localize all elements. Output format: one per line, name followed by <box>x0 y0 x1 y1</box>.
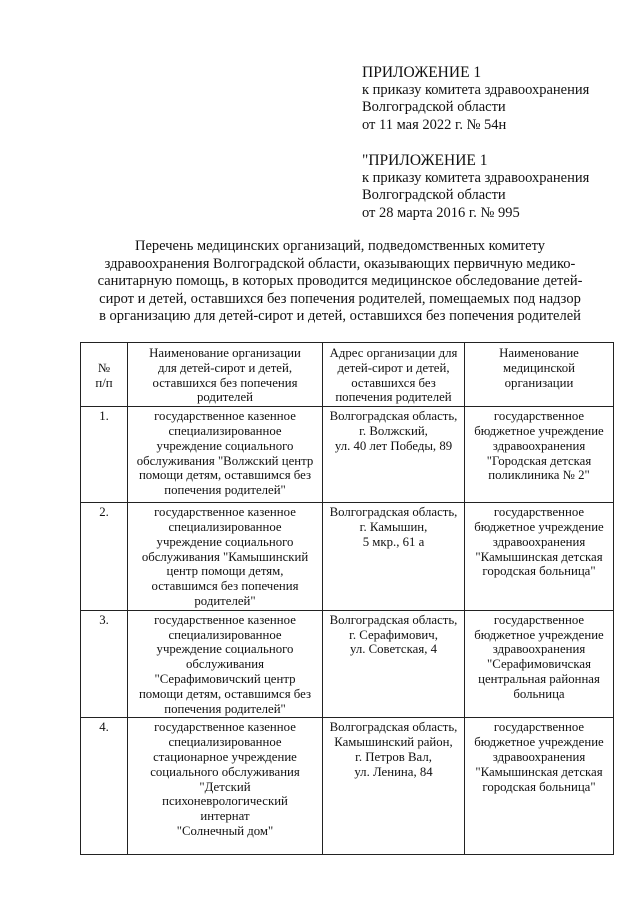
cell-line: обслуживания "Волжский центр <box>136 453 314 468</box>
row-address <box>323 407 465 503</box>
cell-line: городская больница" <box>482 779 596 794</box>
cell-line: помощи детям, оставшимся без <box>138 686 312 701</box>
cell-line: попечения родителей" <box>164 701 286 716</box>
cell-line: государственное казенное <box>154 612 296 627</box>
row-number: 3. <box>81 610 128 718</box>
appendix-heading: "ПРИЛОЖЕНИЕ 1 <box>362 152 488 169</box>
title-line: в организацию для детей-сирот и детей, оставшихся без попечения родителей <box>99 308 581 324</box>
cell-line: бюджетное учреждение <box>474 423 604 438</box>
cell-line: организации <box>504 375 574 390</box>
cell-line: обслуживания "Камышинский <box>141 549 309 564</box>
organizations-table <box>80 342 614 855</box>
cell-line: здравоохранения <box>492 534 586 549</box>
header-address <box>323 343 465 407</box>
cell-line: "Серафимовичская <box>487 657 591 672</box>
cell-line: центральная районная <box>478 671 600 686</box>
cell-line: родителей" <box>194 593 256 608</box>
cell-line: детей-сирот и детей, <box>337 360 450 375</box>
cell-line: поликлиника № 2" <box>488 468 590 483</box>
row-number: 4. <box>81 718 128 855</box>
header-number <box>81 343 128 407</box>
title-line: Перечень медицинских организаций, подведомственных комитету <box>134 238 545 254</box>
cell-line: помощи детям, оставшимся без <box>138 468 312 483</box>
cell-line: бюджетное учреждение <box>474 735 604 750</box>
appendix-line: от 28 марта 2016 г. № 995 <box>362 204 520 221</box>
cell-line: медицинской <box>502 360 575 375</box>
cell-line: государственное <box>493 409 585 424</box>
cell-line: Наименование организации <box>149 346 301 360</box>
table-header-row <box>81 343 614 407</box>
cell-line: социального обслуживания <box>150 764 300 779</box>
cell-line: обслуживания <box>185 657 265 672</box>
appendix-line: к приказу комитета здравоохранения <box>362 81 590 98</box>
cell-line: государственное <box>493 720 585 735</box>
cell-line: оставшимся без попечения <box>151 579 299 594</box>
cell-line: "Детский <box>199 779 251 794</box>
cell-line: Волгоградская область, <box>329 409 458 424</box>
table-row <box>81 610 614 718</box>
cell-line: государственное казенное <box>154 720 296 735</box>
cell-line: "Камышинская детская <box>475 549 603 564</box>
cell-line: бюджетное учреждение <box>474 519 604 534</box>
document-title <box>60 238 620 326</box>
cell-line: государственное <box>493 612 585 627</box>
cell-line: психоневрологический <box>162 794 288 809</box>
cell-line: Волгоградская область, <box>329 505 458 520</box>
row-address <box>323 718 465 855</box>
cell-line: Адрес организации для <box>329 346 458 360</box>
appendix-original <box>362 152 630 222</box>
cell-line: специализированное <box>168 735 282 750</box>
cell-line: для детей-сирот и детей, <box>157 360 293 375</box>
table-row <box>81 503 614 611</box>
appendix-line: Волгоградской области <box>362 99 506 115</box>
row-number: 2. <box>81 503 128 611</box>
cell-line: № <box>97 360 111 375</box>
cell-line: стационарное учреждение <box>153 749 297 764</box>
cell-line: оставшихся без попечения <box>152 375 298 390</box>
cell-line: государственное казенное <box>154 409 296 424</box>
appendix-current <box>362 64 630 134</box>
cell-line: 5 мкр., 61 а <box>362 534 425 549</box>
cell-line: государственное <box>493 505 585 520</box>
header-medical-org <box>465 343 614 407</box>
row-address <box>323 503 465 611</box>
cell-line: городская больница" <box>482 564 596 579</box>
cell-line: г. Волжский, <box>359 423 428 438</box>
title-line: сирот и детей, оставшихся без попечения родителей, помещаемых под надзор <box>99 290 581 307</box>
cell-line: здравоохранения <box>492 642 586 657</box>
cell-line: "Серафимовичский центр <box>154 671 296 686</box>
table-row <box>81 407 614 503</box>
cell-line: ул. Ленина, 84 <box>354 764 433 779</box>
cell-line: здравоохранения <box>492 438 586 453</box>
cell-line: специализированное <box>168 423 282 438</box>
cell-line: больница <box>513 686 565 701</box>
appendix-line: от 11 мая 2022 г. № 54н <box>362 116 507 133</box>
cell-line: ул. Советская, 4 <box>349 642 438 657</box>
row-organization <box>128 718 323 855</box>
header-organization <box>128 343 323 407</box>
cell-line: Камышинский район, <box>334 735 453 750</box>
row-organization <box>128 407 323 503</box>
appendix-line: к приказу комитета здравоохранения <box>362 169 590 186</box>
cell-line: попечения родителей <box>335 390 452 405</box>
title-line: здравоохранения Волгоградской области, оказывающих первичную медико- <box>104 255 576 272</box>
cell-line: центр помощи детям, <box>166 564 284 579</box>
cell-line: государственное казенное <box>154 505 296 520</box>
row-number: 1. <box>81 407 128 503</box>
cell-line: попечения родителей" <box>164 483 286 498</box>
table-row <box>81 718 614 855</box>
cell-line: родителей <box>197 390 253 405</box>
appendix-heading: ПРИЛОЖЕНИЕ 1 <box>362 64 482 81</box>
cell-line: г. Серафимович, <box>349 627 438 642</box>
cell-line: специализированное <box>168 627 282 642</box>
cell-line: учреждение социального <box>156 534 294 549</box>
cell-line: "Солнечный дом" <box>176 823 274 838</box>
row-medical-org <box>465 610 614 718</box>
cell-line: учреждение социального <box>156 438 294 453</box>
row-medical-org <box>465 718 614 855</box>
row-organization <box>128 503 323 611</box>
cell-line: г. Камышин, <box>359 519 428 534</box>
appendix-line: Волгоградской области <box>362 187 506 203</box>
cell-line: ул. 40 лет Победы, 89 <box>334 438 453 453</box>
title-line: санитарную помощь, в которых проводится медицинское обследование детей- <box>97 273 583 289</box>
row-address <box>323 610 465 718</box>
cell-line: п/п <box>95 375 113 390</box>
cell-line: специализированное <box>168 519 282 534</box>
cell-line: учреждение социального <box>156 642 294 657</box>
cell-line: "Городская детская <box>486 453 592 468</box>
cell-line: Волгоградская область, <box>329 612 458 627</box>
cell-line: оставшихся без <box>351 375 436 390</box>
cell-line: "Камышинская детская <box>475 764 603 779</box>
cell-line: бюджетное учреждение <box>474 627 604 642</box>
row-medical-org <box>465 503 614 611</box>
cell-line: Наименование <box>499 346 579 360</box>
cell-line: здравоохранения <box>492 749 586 764</box>
row-medical-org <box>465 407 614 503</box>
cell-line: Волгоградская область, <box>329 720 458 735</box>
cell-line: интернат <box>200 809 250 824</box>
row-organization <box>128 610 323 718</box>
cell-line: г. Петров Вал, <box>355 749 432 764</box>
